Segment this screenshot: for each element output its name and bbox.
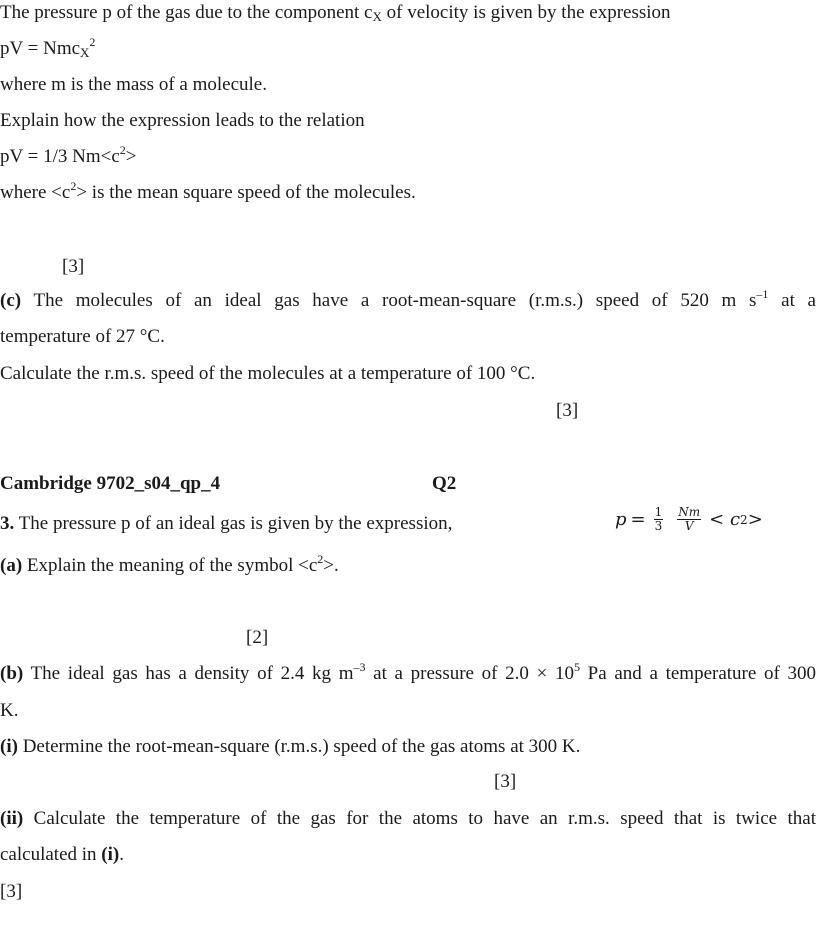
text: where m is the mass of a molecule.	[0, 74, 267, 95]
text: of velocity is given by the expression	[381, 2, 671, 23]
subscript: X	[80, 45, 90, 60]
pressure-formula: p = $\frac{1}{3}$ $\frac{Nm}{V}$ < c 2 >	[615, 505, 763, 533]
text: K.	[0, 700, 19, 721]
text: [3]	[494, 771, 517, 792]
equation-line	[0, 143, 137, 168]
text: calculated in	[0, 844, 102, 865]
fraction	[677, 506, 701, 533]
text-line	[0, 110, 365, 132]
subscript: X	[372, 9, 382, 24]
text-line	[0, 326, 165, 348]
text: .	[119, 844, 124, 865]
superscript: –3	[353, 660, 366, 674]
part-label: (ii)	[0, 808, 24, 829]
text: Calculate the r.m.s. speed of the molecules at a temperature of 100 °C.	[0, 363, 536, 384]
text: Pa and a temperature of 300	[580, 663, 816, 684]
text-line	[0, 179, 416, 204]
marks-label	[0, 881, 22, 903]
text: > is the mean square speed of the molecules.	[76, 182, 416, 203]
part-label: (b)	[0, 663, 24, 684]
question-line	[0, 660, 816, 685]
source-heading	[0, 473, 220, 495]
marks-label	[246, 627, 268, 649]
text: Q2	[432, 473, 457, 494]
text: Cambridge 9702_s04_qp_4	[0, 473, 221, 494]
denominator: 3	[654, 519, 663, 533]
text: at a	[768, 290, 816, 311]
symbol: < c	[709, 509, 741, 530]
part-label: (c)	[0, 290, 22, 311]
question-line	[0, 552, 339, 577]
text: >.	[323, 555, 339, 576]
part-label: (i)	[0, 736, 18, 757]
question-line	[0, 513, 452, 535]
text: Explain how the expression leads to the relation	[0, 110, 365, 131]
denominator: V	[684, 519, 694, 533]
text: temperature of 27 °C.	[0, 326, 165, 347]
symbol: =	[630, 509, 646, 530]
superscript: 2	[317, 552, 324, 566]
numerator: 1	[654, 505, 663, 519]
text: where <c	[0, 182, 71, 203]
text: The ideal gas has a density of 2.4 kg m	[23, 663, 354, 684]
superscript: 2	[89, 35, 96, 49]
numerator: Nm	[678, 505, 701, 519]
question-label: 3.	[0, 513, 15, 534]
equation-line	[0, 35, 96, 60]
text: The pressure p of the gas due to the component c	[0, 2, 373, 23]
text-line	[0, 700, 18, 722]
question-line	[0, 2, 671, 24]
superscript: –1	[756, 287, 769, 301]
text: Explain the meaning of the symbol <c	[22, 555, 318, 576]
superscript: 5	[574, 660, 580, 674]
text: at a pressure of 2.0 × 10	[365, 663, 574, 684]
fraction	[654, 506, 664, 533]
text: [2]	[246, 627, 269, 648]
text: Calculate the temperature of the gas for the atoms to have an r.m.s. speed that is twice that	[23, 808, 816, 829]
fraction-group	[650, 506, 706, 533]
question-line	[0, 287, 816, 312]
superscript: 2	[119, 143, 126, 157]
text: [3]	[62, 256, 85, 277]
marks-label	[494, 771, 516, 793]
question-line	[0, 808, 816, 830]
part-reference: (i)	[101, 844, 120, 865]
text: pV = 1/3 Nm<c	[0, 146, 120, 167]
symbol: p	[615, 509, 627, 530]
question-line	[0, 736, 580, 758]
text: >	[125, 146, 137, 167]
question-number	[432, 473, 456, 495]
text: [3]	[556, 400, 579, 421]
superscript: 2	[70, 179, 77, 193]
text: The molecules of an ideal gas have a root-mean-square (r.m.s.) speed of 520 m s	[21, 290, 757, 311]
text: Determine the root-mean-square (r.m.s.) speed of the gas atoms at 300 K.	[17, 736, 581, 757]
text: The pressure p of an ideal gas is given by the expression,	[14, 513, 453, 534]
text-line	[0, 363, 535, 385]
marks-label	[556, 400, 578, 422]
symbol: >	[747, 509, 763, 530]
text: [3]	[0, 881, 23, 902]
part-label: (a)	[0, 555, 23, 576]
text-line	[0, 74, 267, 96]
text: pV = Nmc	[0, 38, 81, 59]
text-line	[0, 844, 124, 866]
marks-label	[62, 256, 84, 278]
